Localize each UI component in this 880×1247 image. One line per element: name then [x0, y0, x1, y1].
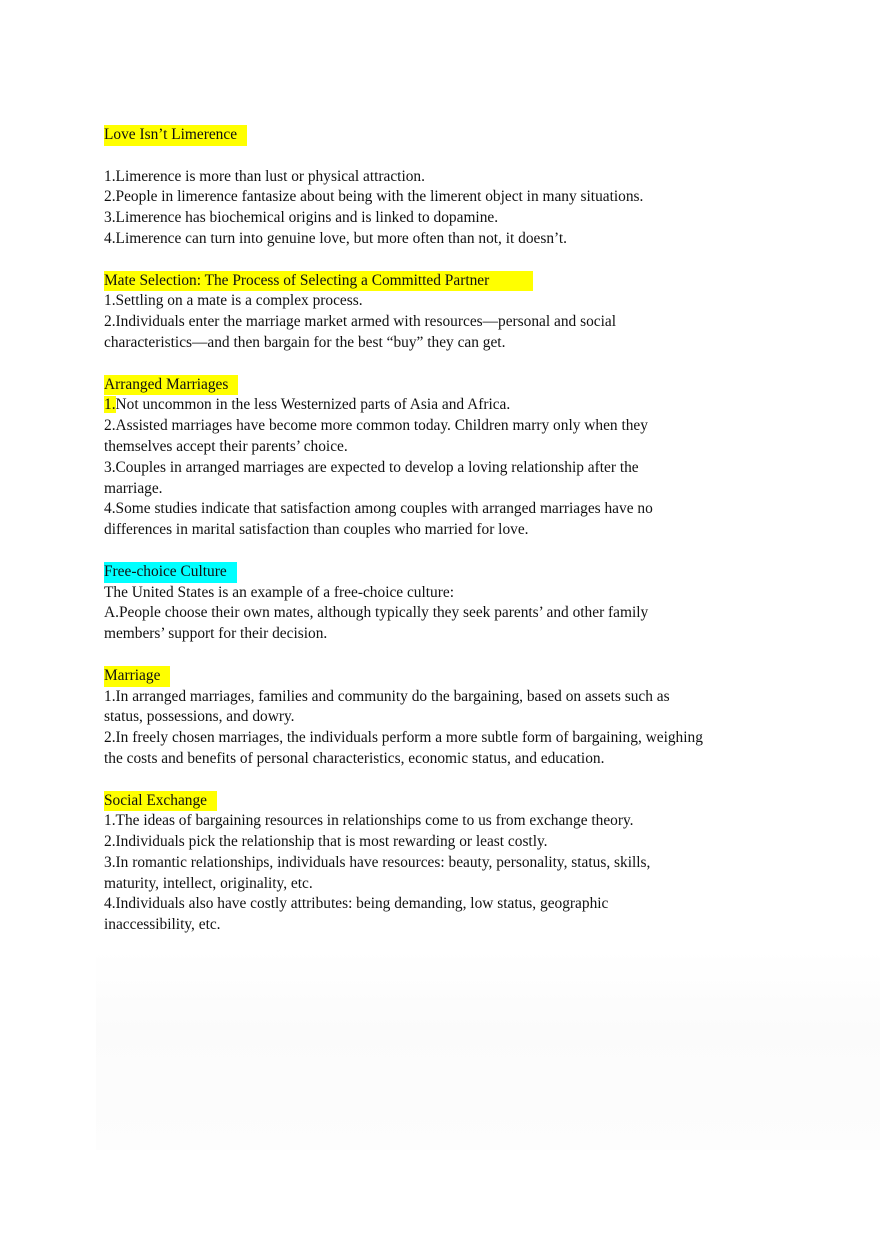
section-heading-free-choice-culture: [104, 562, 744, 583]
section-heading-marriage: [104, 666, 744, 687]
list-item: 1.Limerence is more than lust or physical attraction.: [104, 167, 425, 185]
section-heading-social-exchange: [104, 791, 744, 812]
heading-highlight: Love Isn’t Limerence: [104, 125, 247, 146]
list-item: 2.Assisted marriages have become more common today. Children marry only when they: [104, 417, 648, 435]
list-item: 1.Settling on a mate is a complex process.: [104, 292, 363, 310]
list-item: characteristics—and then bargain for the best “buy” they can get.: [104, 333, 506, 351]
document-body: [104, 125, 744, 936]
highlighted-number: 1.: [104, 396, 116, 414]
list-item: 4.Some studies indicate that satisfaction among couples with arranged marriages have no: [104, 500, 653, 518]
list-item: 1.The ideas of bargaining resources in relationships come to us from exchange theory.: [104, 812, 634, 830]
heading-highlight: Arranged Marriages: [104, 375, 238, 396]
list-item: [104, 395, 744, 416]
list-item: inaccessibility, etc.: [104, 916, 221, 934]
list-item: status, possessions, and dowry.: [104, 708, 295, 726]
list-item-text: Not uncommon in the less Westernized parts of Asia and Africa.: [115, 396, 511, 414]
heading-highlight: Free-choice Culture: [104, 562, 237, 583]
list-item: 2.Individuals enter the marriage market armed with resources—personal and social: [104, 313, 616, 331]
list-item: 1.In arranged marriages, families and community do the bargaining, based on assets such as: [104, 687, 670, 705]
list-item: A.People choose their own mates, although typically they seek parents’ and other family: [104, 604, 649, 622]
list-item: differences in marital satisfaction than couples who married for love.: [104, 521, 529, 539]
list-item: The United States is an example of a free-choice culture:: [104, 583, 454, 601]
list-item: 2.In freely chosen marriages, the individuals perform a more subtle form of bargaining, weighing: [104, 729, 703, 747]
list-item: themselves accept their parents’ choice.: [104, 437, 348, 455]
list-item: members’ support for their decision.: [104, 625, 328, 643]
list-item: 4.Limerence can turn into genuine love, but more often than not, it doesn’t.: [104, 229, 568, 247]
list-item: the costs and benefits of personal characteristics, economic status, and education.: [104, 749, 605, 767]
list-item: marriage.: [104, 479, 163, 497]
list-item: 4.Individuals also have costly attributes: being demanding, low status, geographic: [104, 895, 609, 913]
list-item: 3.Limerence has biochemical origins and is linked to dopamine.: [104, 209, 499, 227]
section-heading-love-isnt-limerence: [104, 125, 744, 146]
list-item: 3.Couples in arranged marriages are expected to develop a loving relationship after the: [104, 458, 639, 476]
section-heading-arranged-marriages: [104, 375, 744, 396]
heading-highlight: Social Exchange: [104, 791, 217, 812]
scan-shading: [96, 950, 880, 1150]
section-heading-mate-selection: [104, 271, 744, 292]
list-item: maturity, intellect, originality, etc.: [104, 874, 313, 892]
list-item: 2.Individuals pick the relationship that is most rewarding or least costly.: [104, 833, 548, 851]
heading-highlight: Mate Selection: The Process of Selecting a Committed Partner: [104, 271, 533, 292]
heading-highlight: Marriage: [104, 666, 170, 687]
list-item: 3.In romantic relationships, individuals have resources: beauty, personality, status, skills,: [104, 853, 651, 871]
list-item: 2.People in limerence fantasize about being with the limerent object in many situations.: [104, 188, 644, 206]
